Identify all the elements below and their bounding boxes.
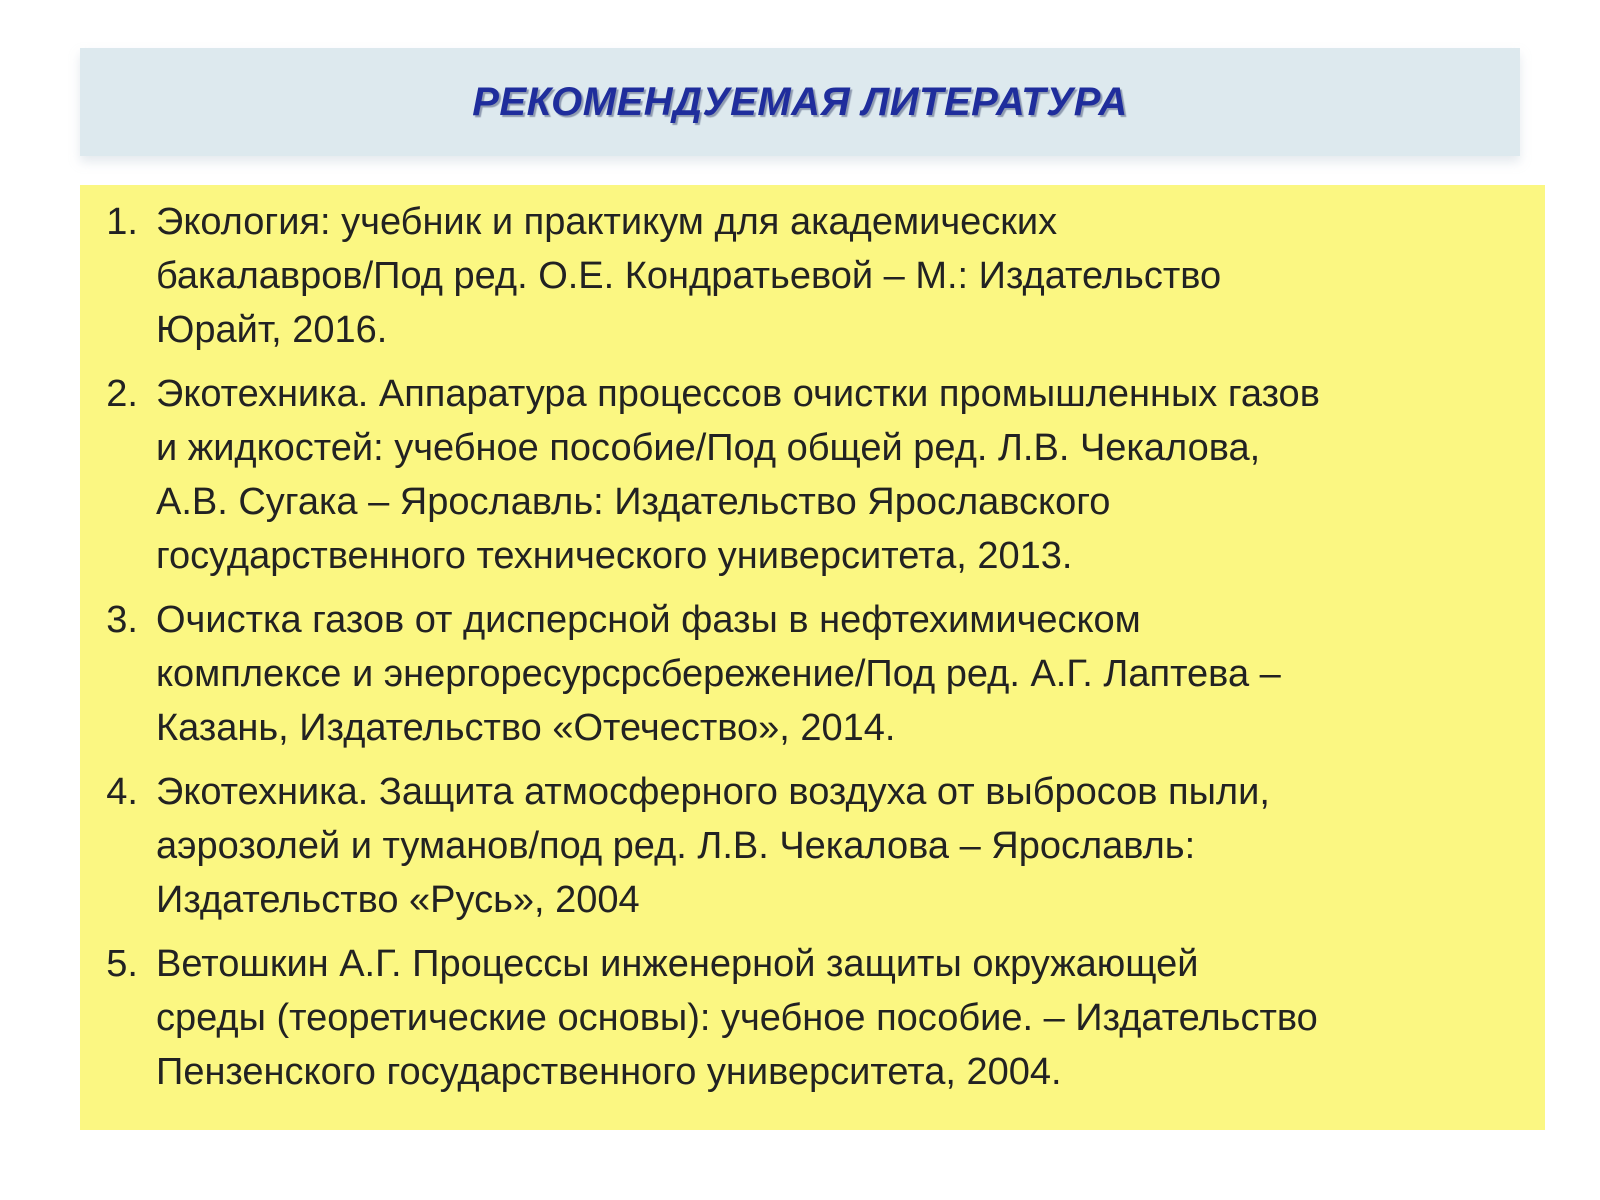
reference-item-2 bbox=[80, 367, 1545, 583]
reference-item-1 bbox=[80, 195, 1545, 357]
references-box bbox=[80, 185, 1545, 1130]
reference-number: 3. bbox=[106, 599, 138, 641]
reference-item-5 bbox=[80, 937, 1545, 1099]
reference-text: Экотехника. Аппаратура процессов очистки промышленных газов и жидкостей: учебное пособие/Под общей ред. Л.В. Чекалова, А.В. Сугака – Ярославль: Издательство Ярославского государственного технического университета, 2013. bbox=[156, 373, 1320, 577]
reference-number: 5. bbox=[106, 943, 138, 985]
reference-item-4 bbox=[80, 765, 1545, 927]
references-list bbox=[80, 185, 1545, 1099]
reference-text: Ветошкин А.Г. Процессы инженерной защиты окружающей среды (теоретические основы): учебное пособие. – Издательство Пензенского государственного университета, 2004. bbox=[156, 943, 1318, 1093]
reference-number: 1. bbox=[106, 201, 138, 243]
reference-number: 4. bbox=[106, 771, 138, 813]
reference-number: 2. bbox=[106, 373, 138, 415]
reference-text: Экология: учебник и практикум для академических бакалавров/Под ред. О.Е. Кондратьевой – М.: Издательство Юрайт, 2016. bbox=[156, 201, 1222, 351]
reference-item-3 bbox=[80, 593, 1545, 755]
title-bar bbox=[80, 48, 1520, 156]
reference-text: Очистка газов от дисперсной фазы в нефтехимическом комплексе и энергоресурсрсбережение/Под ред. А.Г. Лаптева – Казань, Издательство «Отечество», 2014. bbox=[156, 599, 1281, 749]
slide-title: РЕКОМЕНДУЕМАЯ ЛИТЕРАТУРА bbox=[472, 79, 1128, 124]
reference-text: Экотехника. Защита атмосферного воздуха от выбросов пыли, аэрозолей и туманов/под ред. Л.В. Чекалова – Ярославль: Издательство «Русь», 2004 bbox=[156, 771, 1270, 921]
